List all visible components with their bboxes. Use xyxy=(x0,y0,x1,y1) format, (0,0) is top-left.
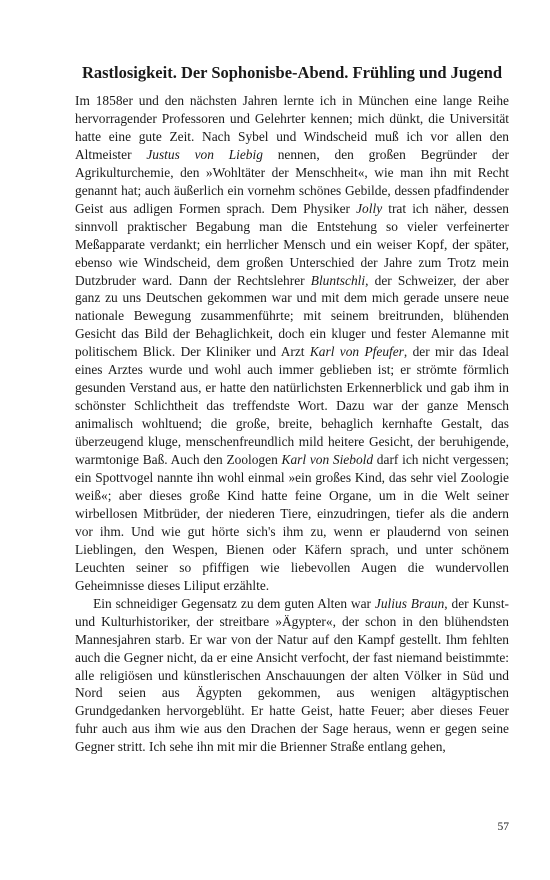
italic-name: Jolly xyxy=(356,200,383,216)
italic-name: Karl von Siebold xyxy=(281,452,374,468)
italic-name: Julius Braun xyxy=(374,595,445,611)
italic-name: Justus von Liebig xyxy=(146,146,263,162)
page-number: 57 xyxy=(497,821,509,833)
text-run: Im 1858er und den nächsten Jahren lernte ich in München eine lange Reihe hervorragender Professoren und Gelehrter kennen; mich dünkt, die Universität hatte eine gute Zeit. Nach Sybel und Windscheid muß ich vor allen den Altmeister xyxy=(75,93,509,162)
body-text xyxy=(75,92,509,756)
chapter-title: Rastlosigkeit. Der Sophonisbe-Abend. Frühling und Jugend xyxy=(81,63,503,82)
text-run: , der Kunst- und Kulturhistoriker, der streitbare »Ägypter«, der schon in den blühendsten Mannesjahren starb. Er war von der Natur auf den Kampf gestellt. Ihm fehlten auch die Gegner nicht, da er eine Ansicht verfocht, der fast niemand beistimmte: alle religiösen und künstlerischen Anschauungen der alten Völker in Süd und Nord seien aus Ägypten gekommen, aus wenigen altägyptischen Grundgedanken hervorgeblüht. Er hatte Geist, hatte Feuer; aber dieses Feuer fuhr auch aus ihm wie aus den Drachen der Sage heraus, wenn er gegen seine Gegner stritt. Ich sehe ihn mit mir die Brienner Straße entlang gehen, xyxy=(75,595,510,755)
paragraph-1 xyxy=(75,92,509,595)
italic-name: Karl von Pfeufer xyxy=(309,344,404,360)
text-run: darf ich nicht vergessen; ein Spottvogel nannte ihn wohl einmal »ein großes Kind, das sehr viel Zoologie weiß«; aber dieses große Kind hatte feine Organe, um in die Welt seiner wirbellosen Mitbrüder, der niederen Tiere, einzudringen, tiefer als die andern vor ihm. Und wie gut hörte sich's ihm zu, wenn er plaudernd von seinen Lieblingen, den Wespen, Bienen oder Käfern sprach, und unter schönem Leuchten seiner so pfiffigen wie liebevollen Augen die wundervollen Geheimnisse dieses Liliput erzählte. xyxy=(75,452,509,593)
text-run: , der mir das Ideal eines Arztes wurde und wohl auch immer geblieben ist; er strömte förmlich gesunden Verstand aus, er hatte den natürlichsten Erkennerblick und gab ihm in schönster Schlichtheit das treffendste Wort. Dazu war der ganze Mensch animalisch wohltuend; die große, breite, behaglich kernhafte Gestalt, das überzeugend kluge, menschenfreundlich mild heitere Gesicht, der beruhigende, warmtonige Baß. Auch den Zoologen xyxy=(75,344,509,468)
book-page xyxy=(75,54,509,756)
text-run: , der Schweizer, der aber ganz zu uns Deutschen gekommen war und mit dem mich gerade unsere neue nationale Bewegung zusammenführte; mit seinem breitrunden, blühenden Gesicht das Bild der Behaglichkeit, doch ein kluger und fester Alemanne mit politischem Blick. Der Kliniker und Arzt xyxy=(75,272,509,360)
text-run: Ein schneidiger Gegensatz zu dem guten Alten war xyxy=(93,595,375,611)
text-run: trat ich näher, dessen sinnvoll praktischer Begabung man die Entstehung so vieler verfeinerter Meßapparate verdankt; ein herrlicher Mensch und ein weiser Kopf, der später, ebenso wie Windscheid, dem großen Unterschied der Jahre zum Trotz mein Dutzbruder ward. Dann der Rechtslehrer xyxy=(75,200,510,288)
paragraph-2 xyxy=(75,595,509,757)
italic-name: Bluntschli xyxy=(310,272,366,288)
text-run: nennen, den großen Begründer der Agrikulturchemie, den »Wohltäter der Menschheit«, wie man ihn mit Recht genannt hat; auch äußerlich ein vornehm schönes Gebilde, dessen pfadfindender Geist aus adligen Formen sprach. Dem Physiker xyxy=(75,146,509,216)
